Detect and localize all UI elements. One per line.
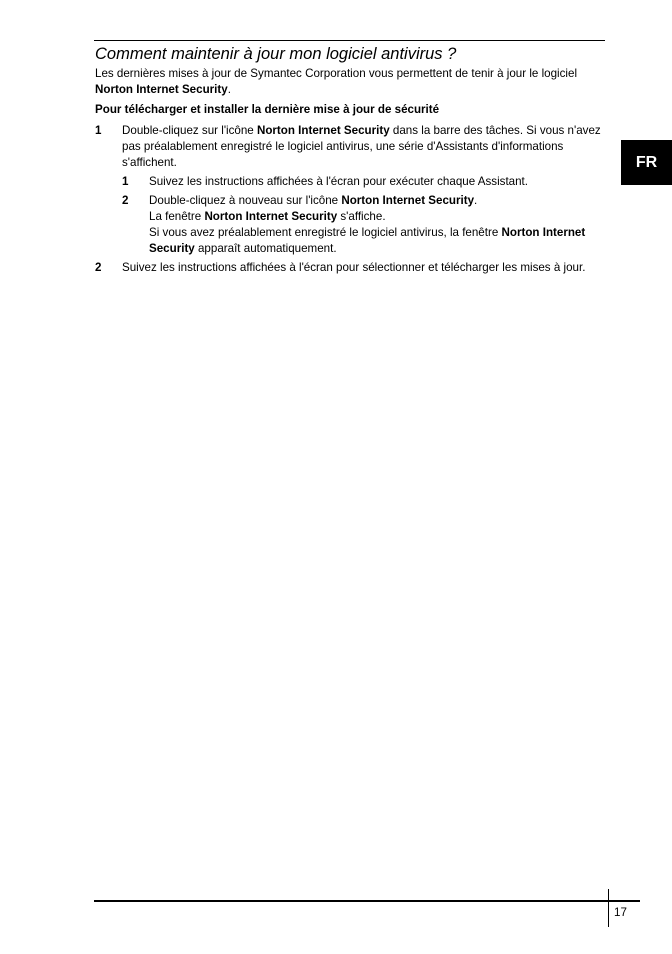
substep-product-name: Norton Internet Security xyxy=(341,194,475,207)
intro-product-name: Norton Internet Security xyxy=(95,83,228,96)
intro-text-a: Les dernières mises à jour de Symantec Corporation vous permettent de tenir à jour le logiciel xyxy=(95,67,578,80)
substep-number: 1 xyxy=(122,175,129,188)
page-number: 17 xyxy=(614,906,627,919)
procedure-heading: Pour télécharger et installer la dernière mise à jour de sécurité xyxy=(95,103,440,116)
language-tab-label: FR xyxy=(635,153,658,171)
intro-paragraph xyxy=(95,66,605,98)
step-product-name: Norton Internet Security xyxy=(256,124,390,137)
substep-product-name: Norton Internet Security xyxy=(204,210,338,223)
step-number: 1 xyxy=(95,124,102,137)
substep-line xyxy=(149,193,589,209)
step-text xyxy=(122,123,605,171)
substep-number: 2 xyxy=(122,194,129,207)
substep-text-f: s'affiche. xyxy=(337,210,386,223)
step-text-c: dans la barre des tâches. Si vous n'avez pas préalablement enregistré le logiciel antivirus, une série d'Assistants d'informations s'affichent. xyxy=(122,124,601,169)
language-tab xyxy=(621,140,672,185)
step-number: 2 xyxy=(95,261,102,274)
section-title: Comment maintenir à jour mon logiciel antivirus ? xyxy=(95,45,457,63)
substep-product-name: Norton Internet Security xyxy=(149,226,586,255)
substep-text: Suivez les instructions affichées à l'écran pour exécuter chaque Assistant. xyxy=(149,175,529,188)
substep-line xyxy=(149,209,589,225)
substep-text-i: apparaît automatiquement. xyxy=(194,242,337,255)
footer-rule xyxy=(94,900,640,902)
substep-text-a: Double-cliquez à nouveau sur l'icône xyxy=(149,194,342,207)
substep-text xyxy=(149,193,589,257)
substep-line xyxy=(149,225,589,257)
page-number-divider xyxy=(608,889,609,927)
step-text-a: Double-cliquez sur l'icône xyxy=(122,124,257,137)
intro-text-c: . xyxy=(227,83,231,96)
substep-text-g: Si vous avez préalablement enregistré le logiciel antivirus, la fenêtre xyxy=(149,226,502,239)
top-rule xyxy=(94,40,605,41)
substep-text-c: . xyxy=(474,194,478,207)
substep-text-d: La fenêtre xyxy=(149,210,205,223)
step-text: Suivez les instructions affichées à l'écran pour sélectionner et télécharger les mises à jour. xyxy=(122,261,586,274)
